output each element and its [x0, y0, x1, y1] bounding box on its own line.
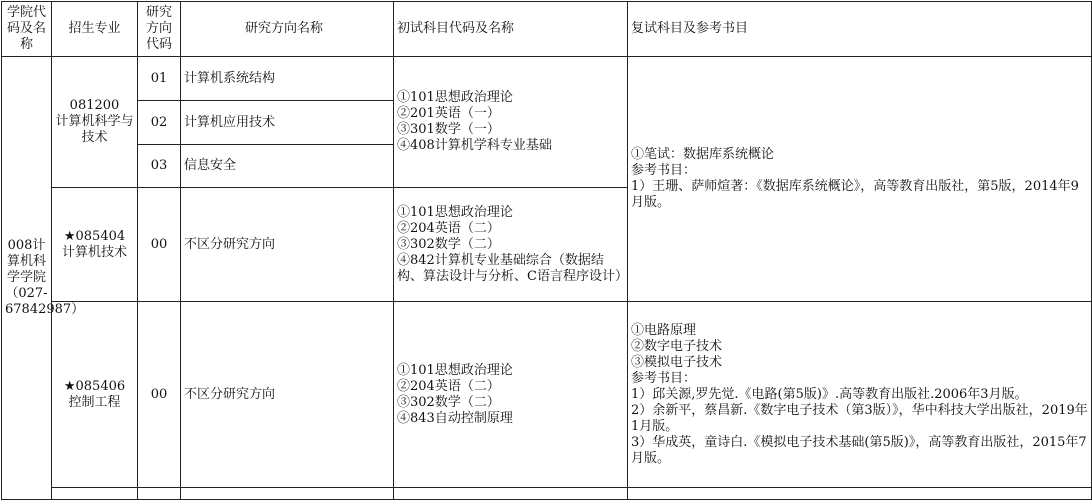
- retest-line: ②数字电子技术: [631, 338, 723, 354]
- direction-code-next: [138, 488, 181, 500]
- direction-name: 不区分研究方向: [181, 302, 394, 488]
- direction-code: 03: [138, 145, 181, 188]
- retest-line: ①电路原理: [631, 322, 697, 338]
- prelim-subject: ①101思想政治理论: [397, 204, 513, 220]
- direction-code: 02: [138, 101, 181, 145]
- major-cell: [52, 188, 138, 302]
- retest-line: 1）邱关源,罗先觉.《电路(第5版)》.高等教育出版社.2006年3月版。: [631, 386, 1028, 402]
- prelim-subjects-next: [394, 488, 628, 500]
- direction-code: 00: [138, 302, 181, 488]
- major-code: 081200: [69, 98, 120, 113]
- retest-line: ③模拟电子技术: [631, 354, 723, 370]
- prelim-subjects-cell: [394, 188, 628, 302]
- retest-line: ①笔试：数据库系统概论: [631, 147, 775, 162]
- prelim-subject: ②204英语（二）: [397, 378, 500, 394]
- prelim-subject: ①101思想政治理论: [397, 362, 513, 378]
- table-row: [2, 57, 1092, 101]
- direction-code: 01: [138, 57, 181, 101]
- header-direction-code: 研究方向代码: [138, 2, 181, 57]
- prelim-subject: ③302数学（二）: [397, 236, 500, 252]
- major-name: 计算机科学与技术: [55, 114, 134, 145]
- major-name: 控制工程: [68, 394, 121, 410]
- header-row: [2, 2, 1092, 57]
- major-cell: [52, 57, 138, 188]
- major-code: ★085406: [63, 378, 126, 394]
- major-cell-next: [52, 488, 138, 500]
- retest-line: 2）余新平，蔡昌新.《数字电子技术（第3版）》，华中科技大学出版社，2019年1月版。: [631, 402, 1088, 434]
- direction-name: 不区分研究方向: [181, 188, 394, 302]
- direction-name: 计算机应用技术: [181, 101, 394, 145]
- retest-line: 参考书目：: [631, 370, 697, 386]
- retest-line: 参考书目：: [631, 163, 697, 178]
- header-direction-name: 研究方向名称: [181, 2, 394, 57]
- retest-line: 3）华成英，童诗白.《模拟电子技术基础(第5版)》，高等教育出版社，2015年7月版。: [631, 434, 1087, 466]
- prelim-subject: ③301数学（一）: [397, 122, 500, 137]
- header-major: 招生专业: [52, 2, 138, 57]
- table-row-next: [2, 488, 1092, 500]
- major-name: 计算机技术: [61, 244, 127, 260]
- prelim-subject: ③302数学（二）: [397, 394, 500, 410]
- prelim-subject: ④843自动控制原理: [397, 410, 513, 426]
- direction-name: 计算机系统结构: [181, 57, 394, 101]
- major-cell: [52, 302, 138, 488]
- major-code: ★085404: [63, 228, 126, 244]
- admissions-catalog-table: [1, 1, 1092, 500]
- retest-line: 1）王珊、萨师煊著：《数据库系统概论》，高等教育出版社，第5版，2014年9月版。: [631, 179, 1079, 210]
- college-cell: 008计算机科学学院（027-67842987）: [2, 57, 52, 500]
- retest-cell-a: [628, 57, 1092, 302]
- prelim-subjects-cell: [394, 302, 628, 488]
- table-row: [2, 302, 1092, 488]
- prelim-subjects-cell: [394, 57, 628, 188]
- retest-cell-b: [628, 302, 1092, 488]
- prelim-subject: ④408计算机学科专业基础: [397, 138, 552, 153]
- prelim-subject: ②201英语（一）: [397, 106, 500, 121]
- direction-name: 信息安全: [181, 145, 394, 188]
- prelim-subject: ④842计算机专业基础综合（数据结构、算法设计与分析、C语言程序设计）: [397, 252, 628, 284]
- prelim-subject: ①101思想政治理论: [397, 90, 513, 105]
- header-college-code: 学院代码及名称: [2, 2, 52, 57]
- direction-code: 00: [138, 188, 181, 302]
- direction-name-next: [181, 488, 394, 500]
- retest-next: [628, 488, 1092, 500]
- header-prelim-subjects: 初试科目代码及名称: [394, 2, 628, 57]
- header-retest-subjects: 复试科目及参考书目: [628, 2, 1092, 57]
- prelim-subject: ②204英语（二）: [397, 220, 500, 236]
